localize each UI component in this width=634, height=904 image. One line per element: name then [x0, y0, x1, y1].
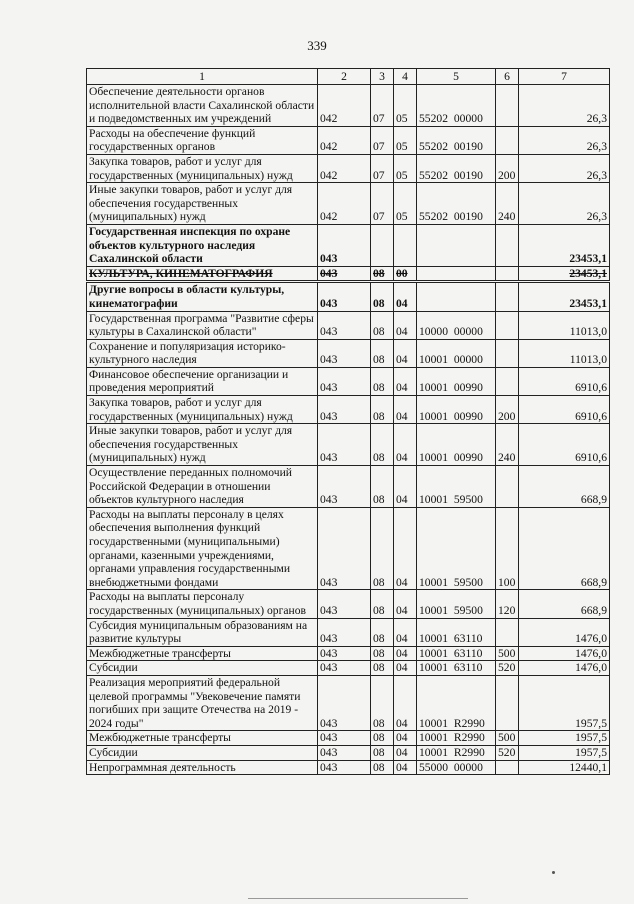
cell-subsection: 04	[394, 590, 417, 618]
cell-amount: 1476,0	[519, 618, 610, 646]
header-cell: 3	[371, 69, 394, 85]
cell-department-code: 043	[318, 282, 371, 311]
cell-amount: 1957,5	[519, 731, 610, 746]
cell-name: Иные закупки товаров, работ и услуг для обеспечения государственных (муниципальных) нужд	[87, 424, 318, 466]
cell-section: 08	[371, 661, 394, 676]
cell-expense-type	[496, 224, 519, 266]
cell-expense-type: 500	[496, 646, 519, 661]
cell-department-code: 042	[318, 154, 371, 182]
cell-name: Расходы на обеспечение функций государственных органов	[87, 126, 318, 154]
table-row	[87, 311, 610, 339]
cell-expense-type	[496, 466, 519, 508]
cell-name: Межбюджетные трансферты	[87, 646, 318, 661]
cell-department-code: 043	[318, 646, 371, 661]
cell-name: Осуществление переданных полномочий Российской Федерации в отношении объектов культурного наследия	[87, 466, 318, 508]
cell-expense-type: 200	[496, 154, 519, 182]
cell-section: 07	[371, 154, 394, 182]
cell-subsection: 04	[394, 424, 417, 466]
cell-section: 08	[371, 760, 394, 775]
cell-target-article: 10001 59500	[417, 590, 496, 618]
cell-amount: 11013,0	[519, 339, 610, 367]
cell-section: 08	[371, 618, 394, 646]
cell-target-article: 10001 R2990	[417, 731, 496, 746]
cell-department-code: 042	[318, 183, 371, 225]
cell-department-code: 043	[318, 731, 371, 746]
cell-name: Закупка товаров, работ и услуг для государственных (муниципальных) нужд	[87, 154, 318, 182]
cell-target-article	[417, 282, 496, 311]
table-row	[87, 466, 610, 508]
cell-expense-type	[496, 618, 519, 646]
cell-amount: 668,9	[519, 590, 610, 618]
cell-section: 08	[371, 590, 394, 618]
table-row	[87, 85, 610, 127]
header-cell: 7	[519, 69, 610, 85]
cell-department-code: 043	[318, 661, 371, 676]
cell-name: Субсидия муниципальным образованиям на развитие культуры	[87, 618, 318, 646]
cell-amount: 6910,6	[519, 367, 610, 395]
cell-expense-type: 240	[496, 424, 519, 466]
page-number: 339	[307, 38, 327, 53]
cell-subsection: 05	[394, 183, 417, 225]
cell-target-article: 10001 00990	[417, 424, 496, 466]
table-row	[87, 661, 610, 676]
cell-section: 07	[371, 85, 394, 127]
cell-subsection: 04	[394, 282, 417, 311]
cell-section: 08	[371, 266, 394, 282]
cell-department-code: 043	[318, 507, 371, 590]
cell-expense-type	[496, 760, 519, 775]
cell-amount: 12440,1	[519, 760, 610, 775]
cell-department-code: 043	[318, 311, 371, 339]
cell-department-code: 043	[318, 396, 371, 424]
table-row	[87, 224, 610, 266]
cell-target-article: 10001 00000	[417, 339, 496, 367]
cell-section: 08	[371, 396, 394, 424]
cell-name: Закупка товаров, работ и услуг для государственных (муниципальных) нужд	[87, 396, 318, 424]
cell-subsection: 04	[394, 311, 417, 339]
cell-amount: 26,3	[519, 154, 610, 182]
cell-name: Расходы на выплаты персоналу в целях обеспечения выполнения функций государственными (муниципальными) органами, казенными учреждениями, органами управления государственными внебюджетными фондами	[87, 507, 318, 590]
cell-expense-type	[496, 266, 519, 282]
cell-section: 08	[371, 745, 394, 760]
cell-section: 08	[371, 424, 394, 466]
table-row	[87, 760, 610, 775]
cell-subsection	[394, 224, 417, 266]
cell-amount: 1957,5	[519, 745, 610, 760]
cell-amount: 26,3	[519, 126, 610, 154]
cell-target-article: 10001 63110	[417, 661, 496, 676]
table-row	[87, 590, 610, 618]
cell-section: 08	[371, 367, 394, 395]
cell-subsection: 04	[394, 760, 417, 775]
cell-department-code: 043	[318, 590, 371, 618]
cell-subsection: 04	[394, 646, 417, 661]
cell-expense-type	[496, 367, 519, 395]
cell-name: Непрограммная деятельность	[87, 760, 318, 775]
scan-artifact-line	[248, 898, 468, 899]
cell-name: Финансовое обеспечение организации и проведения мероприятий	[87, 367, 318, 395]
cell-target-article: 55000 00000	[417, 760, 496, 775]
cell-name: Государственная программа "Развитие сферы культуры в Сахалинской области"	[87, 311, 318, 339]
cell-department-code: 043	[318, 760, 371, 775]
cell-target-article: 10001 63110	[417, 618, 496, 646]
cell-subsection: 05	[394, 154, 417, 182]
cell-subsection: 04	[394, 661, 417, 676]
cell-subsection: 04	[394, 731, 417, 746]
cell-subsection: 04	[394, 339, 417, 367]
table-row	[87, 154, 610, 182]
cell-target-article: 10000 00000	[417, 311, 496, 339]
cell-amount: 11013,0	[519, 311, 610, 339]
cell-amount: 1957,5	[519, 675, 610, 730]
cell-name: Межбюджетные трансферты	[87, 731, 318, 746]
cell-target-article: 55202 00190	[417, 126, 496, 154]
cell-amount: 6910,6	[519, 424, 610, 466]
cell-section: 08	[371, 507, 394, 590]
cell-department-code: 043	[318, 745, 371, 760]
cell-department-code: 043	[318, 424, 371, 466]
cell-name: Обеспечение деятельности органов исполнительной власти Сахалинской области и подведомственных им учреждений	[87, 85, 318, 127]
cell-target-article: 55202 00000	[417, 85, 496, 127]
cell-expense-type: 200	[496, 396, 519, 424]
cell-subsection: 04	[394, 618, 417, 646]
table-row	[87, 731, 610, 746]
budget-table	[86, 68, 610, 775]
cell-subsection: 05	[394, 85, 417, 127]
table-row	[87, 396, 610, 424]
scan-artifact-dot	[552, 871, 555, 874]
cell-amount: 23453,1	[519, 266, 610, 282]
cell-amount: 26,3	[519, 85, 610, 127]
cell-section: 08	[371, 646, 394, 661]
cell-section: 07	[371, 183, 394, 225]
cell-name: Реализация мероприятий федеральной целевой программы "Увековечение памяти погибших при защите Отечества на 2019 - 2024 годы"	[87, 675, 318, 730]
cell-department-code: 043	[318, 339, 371, 367]
cell-target-article: 10001 00990	[417, 396, 496, 424]
cell-section: 08	[371, 675, 394, 730]
cell-expense-type: 500	[496, 731, 519, 746]
table-row	[87, 507, 610, 590]
table-row	[87, 618, 610, 646]
cell-name: Государственная инспекция по охране объектов культурного наследия Сахалинской области	[87, 224, 318, 266]
cell-target-article: 10001 R2990	[417, 745, 496, 760]
cell-name: Расходы на выплаты персоналу государственных (муниципальных) органов	[87, 590, 318, 618]
cell-subsection: 04	[394, 507, 417, 590]
cell-section: 08	[371, 466, 394, 508]
cell-expense-type	[496, 675, 519, 730]
table-row	[87, 282, 610, 311]
cell-subsection: 04	[394, 466, 417, 508]
table-row	[87, 424, 610, 466]
cell-subsection: 04	[394, 745, 417, 760]
cell-expense-type: 520	[496, 661, 519, 676]
cell-department-code: 043	[318, 367, 371, 395]
cell-amount: 668,9	[519, 466, 610, 508]
cell-section: 08	[371, 731, 394, 746]
cell-expense-type	[496, 126, 519, 154]
cell-expense-type: 520	[496, 745, 519, 760]
cell-amount: 668,9	[519, 507, 610, 590]
cell-amount: 1476,0	[519, 661, 610, 676]
cell-department-code: 043	[318, 466, 371, 508]
cell-expense-type: 120	[496, 590, 519, 618]
table-row	[87, 675, 610, 730]
cell-department-code: 042	[318, 85, 371, 127]
table-row	[87, 367, 610, 395]
cell-section: 08	[371, 311, 394, 339]
cell-subsection: 04	[394, 675, 417, 730]
cell-subsection: 04	[394, 367, 417, 395]
cell-name: Иные закупки товаров, работ и услуг для обеспечения государственных (муниципальных) нужд	[87, 183, 318, 225]
cell-department-code: 043	[318, 675, 371, 730]
cell-section: 07	[371, 126, 394, 154]
cell-target-article: 10001 59500	[417, 466, 496, 508]
cell-subsection: 05	[394, 126, 417, 154]
header-cell: 1	[87, 69, 318, 85]
cell-target-article: 10001 59500	[417, 507, 496, 590]
cell-expense-type	[496, 339, 519, 367]
cell-department-code: 043	[318, 618, 371, 646]
table-row	[87, 745, 610, 760]
cell-expense-type	[496, 311, 519, 339]
cell-department-code: 043	[318, 224, 371, 266]
table-header-row	[87, 69, 610, 85]
cell-expense-type: 100	[496, 507, 519, 590]
cell-subsection: 04	[394, 396, 417, 424]
cell-expense-type	[496, 85, 519, 127]
header-cell: 6	[496, 69, 519, 85]
header-cell: 2	[318, 69, 371, 85]
header-cell: 4	[394, 69, 417, 85]
cell-subsection: 00	[394, 266, 417, 282]
cell-name: Субсидии	[87, 745, 318, 760]
cell-target-article	[417, 224, 496, 266]
cell-target-article: 55202 00190	[417, 154, 496, 182]
cell-expense-type	[496, 282, 519, 311]
cell-amount: 23453,1	[519, 224, 610, 266]
cell-target-article: 10001 R2990	[417, 675, 496, 730]
cell-section	[371, 224, 394, 266]
cell-section: 08	[371, 282, 394, 311]
cell-target-article: 55202 00190	[417, 183, 496, 225]
cell-target-article: 10001 63110	[417, 646, 496, 661]
table-row	[87, 339, 610, 367]
cell-target-article: 10001 00990	[417, 367, 496, 395]
table-row	[87, 266, 610, 282]
cell-amount: 6910,6	[519, 396, 610, 424]
cell-expense-type: 240	[496, 183, 519, 225]
cell-department-code: 042	[318, 126, 371, 154]
table-row	[87, 183, 610, 225]
cell-amount: 26,3	[519, 183, 610, 225]
cell-name: Субсидии	[87, 661, 318, 676]
cell-section: 08	[371, 339, 394, 367]
cell-target-article	[417, 266, 496, 282]
cell-amount: 1476,0	[519, 646, 610, 661]
cell-department-code: 043	[318, 266, 371, 282]
header-cell: 5	[417, 69, 496, 85]
cell-amount: 23453,1	[519, 282, 610, 311]
cell-name: Сохранение и популяризация историко-культурного наследия	[87, 339, 318, 367]
cell-name: КУЛЬТУРА, КИНЕМАТОГРАФИЯ	[87, 266, 318, 282]
table-row	[87, 646, 610, 661]
cell-name: Другие вопросы в области культуры, кинематографии	[87, 282, 318, 311]
table-row	[87, 126, 610, 154]
